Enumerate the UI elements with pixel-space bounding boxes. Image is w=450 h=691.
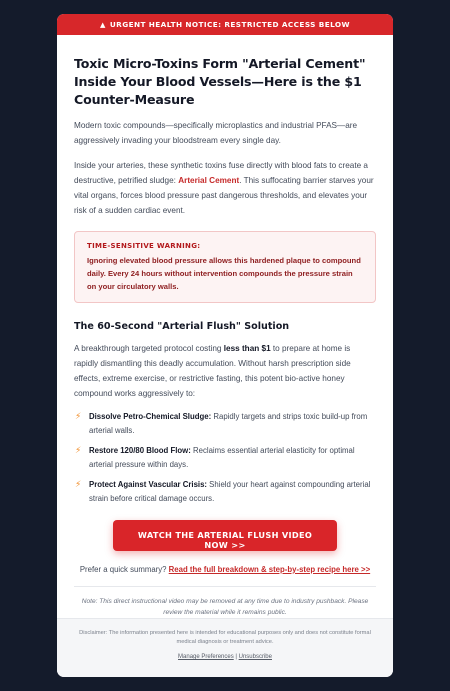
disclaimer-text: Disclaimer: The information presented here is intended for educational purposes only and does not constitute formal medical diagnosis or treatment advice. bbox=[79, 630, 371, 645]
arterial-cement-highlight: Arterial Cement bbox=[178, 176, 240, 185]
lightning-bolt-icon: ⚡ bbox=[75, 446, 82, 456]
warning-title: TIME-SENSITIVE WARNING: bbox=[87, 242, 201, 250]
warning-triangle-icon: ▲ bbox=[100, 20, 106, 29]
cta-wrapper bbox=[74, 520, 376, 552]
manage-preferences-link[interactable]: Manage Preferences bbox=[178, 654, 234, 660]
email-body bbox=[57, 55, 393, 618]
protocol-paragraph-start: A breakthrough targeted protocol costing bbox=[74, 344, 224, 353]
intro-paragraph: Modern toxic compounds—specifically microplastics and industrial PFAS—are aggressively invading your bloodstream every single day. bbox=[74, 121, 358, 145]
unsubscribe-link[interactable]: Unsubscribe bbox=[238, 654, 272, 660]
banner-text: URGENT HEALTH NOTICE: RESTRICTED ACCESS BELOW bbox=[109, 20, 350, 29]
list-item bbox=[74, 410, 376, 438]
watch-video-button[interactable]: WATCH THE ARTERIAL FLUSH VIDEO NOW >> bbox=[113, 520, 337, 551]
benefits-list bbox=[74, 410, 376, 506]
cost-bold: less than $1 bbox=[223, 344, 271, 353]
lightning-bolt-icon: ⚡ bbox=[75, 480, 82, 490]
cement-paragraph-end: . This suffocating barrier starves your vital organs, forces blood pressure past dangerous thresholds, and elevates your risk of a sudden cardiac event. bbox=[74, 176, 374, 215]
benefit-title: Protect Against Vascular Crisis: bbox=[89, 480, 208, 489]
removal-note: Note: This direct instructional video may be removed at any time due to industry pushback. Please review the material while it remains public. bbox=[81, 598, 369, 616]
protocol-paragraph-end: to prepare at home is rapidly dismantling this deadly accumulation. Without harsh prescription side effects, extreme exercise, or restrictive fasting, this potent bio-active honey compound works aggressively to: bbox=[74, 344, 351, 398]
benefit-text: Shield your heart against compounding arterial strain before critical damage occurs. bbox=[89, 480, 371, 503]
list-item bbox=[74, 478, 376, 506]
summary-line bbox=[74, 564, 376, 576]
email-card bbox=[57, 14, 393, 677]
lightning-bolt-icon: ⚡ bbox=[75, 412, 82, 422]
warning-text: Ignoring elevated blood pressure allows this hardened plaque to compound daily. Every 24 hours without intervention compounds the pressure strain on your circulatory walls. bbox=[87, 256, 361, 291]
benefit-title: Dissolve Petro-Chemical Sludge: bbox=[89, 412, 212, 421]
headline: Toxic Micro-Toxins Form "Arterial Cement" Inside Your Blood Vessels—Here is the $1 Counter-Measure bbox=[74, 56, 366, 107]
benefit-title: Restore 120/80 Blood Flow: bbox=[89, 446, 191, 455]
protocol-paragraph bbox=[74, 341, 376, 401]
link-separator: | bbox=[235, 654, 237, 660]
full-breakdown-link[interactable]: Read the full breakdown & step-by-step recipe here >> bbox=[168, 565, 371, 574]
cement-paragraph bbox=[74, 158, 376, 218]
urgent-banner bbox=[57, 14, 393, 35]
solution-heading: The 60-Second "Arterial Flush" Solution bbox=[74, 321, 290, 332]
cement-paragraph-start: Inside your arteries, these synthetic toxins fuse directly with blood fats to create a destructive, petrified sludge: bbox=[74, 161, 368, 185]
footer-links bbox=[77, 654, 373, 660]
benefit-text: Rapidly targets and strips toxic build-up from arterial walls. bbox=[89, 412, 368, 435]
benefit-text: Reclaims essential arterial elasticity for optimal arterial pressure within days. bbox=[89, 446, 355, 469]
summary-prefix: Prefer a quick summary? bbox=[79, 565, 169, 574]
footer bbox=[57, 618, 393, 677]
divider bbox=[74, 586, 376, 587]
time-sensitive-warning-box bbox=[74, 231, 376, 303]
list-item bbox=[74, 444, 376, 472]
